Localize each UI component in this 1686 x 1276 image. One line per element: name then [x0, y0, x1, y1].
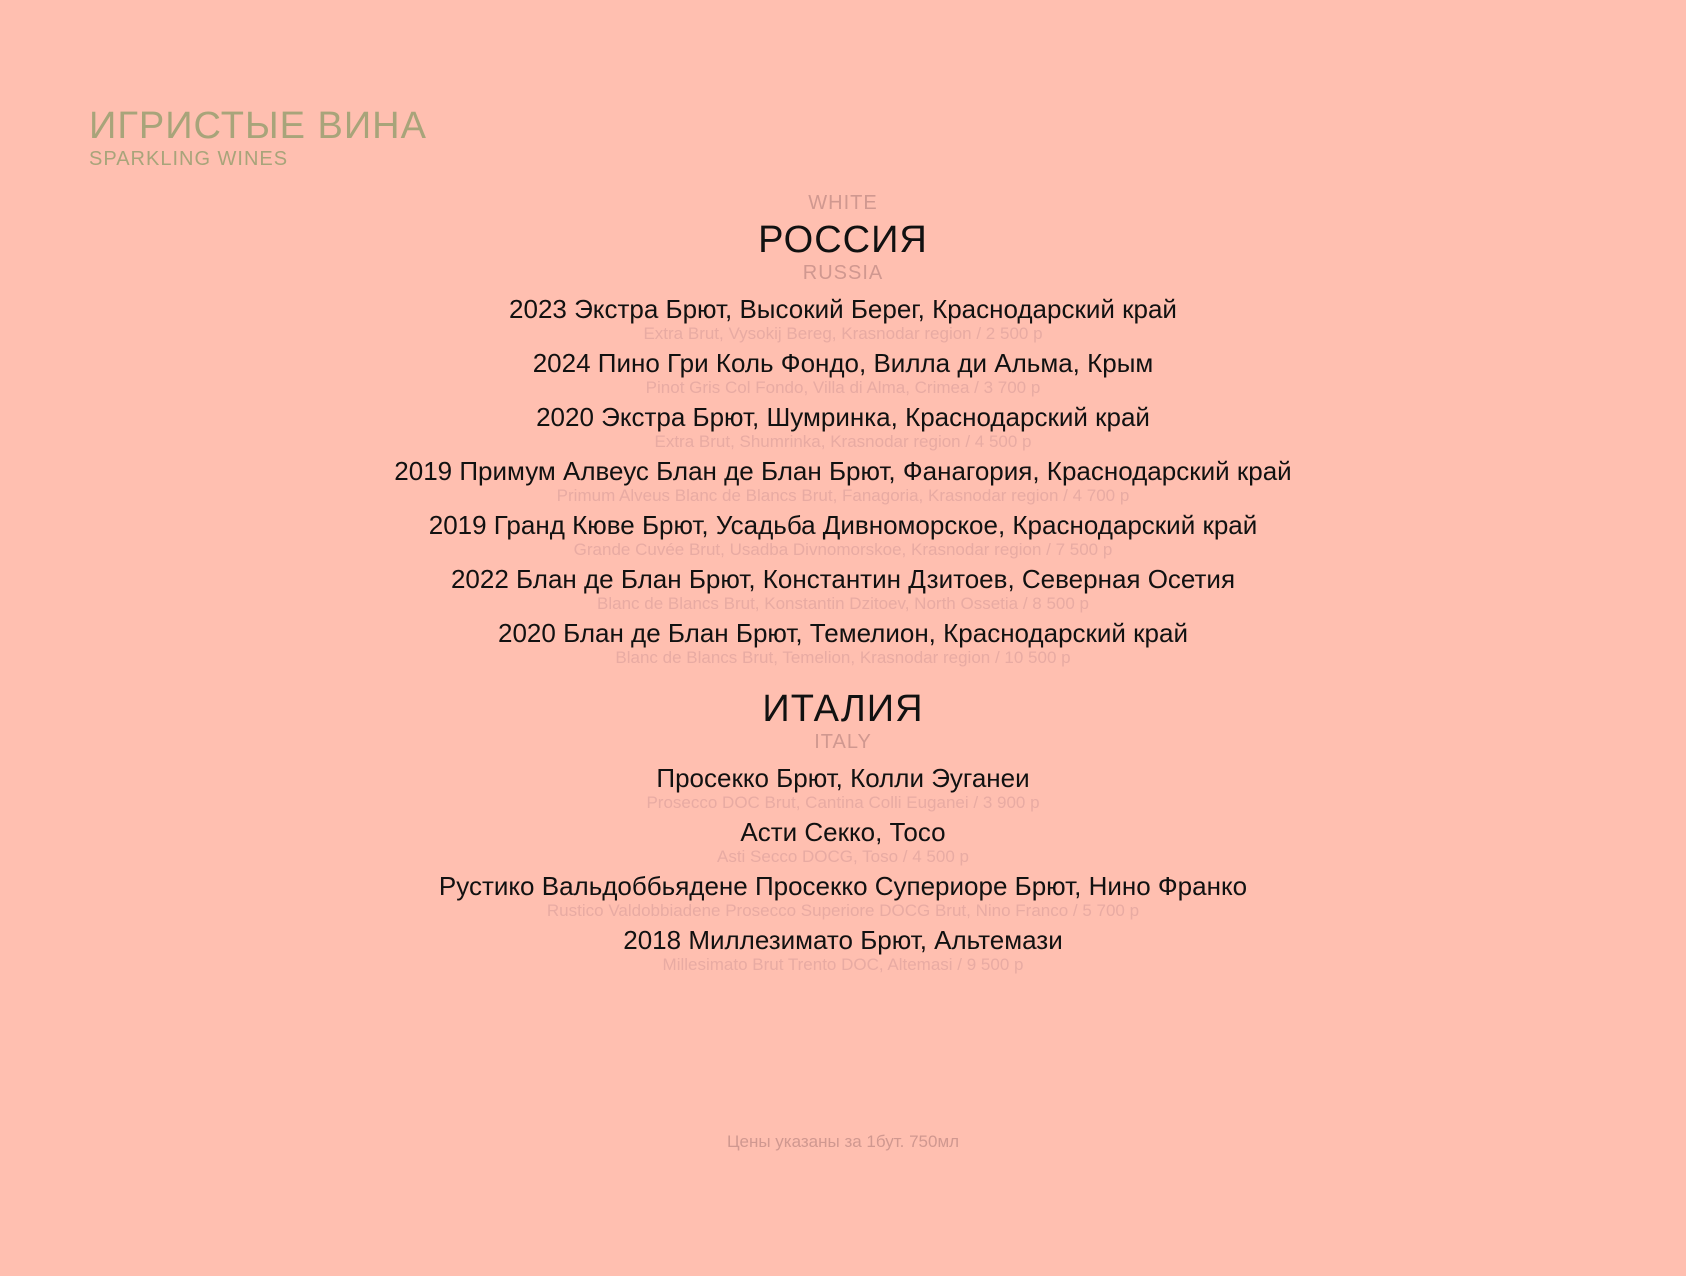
page-title: ИГРИСТЫЕ ВИНА [89, 105, 427, 147]
wine-item [0, 564, 1686, 613]
section-italy [0, 687, 1686, 974]
wine-details: Rustico Valdobbiadene Prosecco Superiore DOCG Brut, Nino Franco / 5 700 р [546, 901, 1140, 920]
wine-name: 2019 Примум Алвеус Блан де Блан Брют, Фанагория, Краснодарский край [394, 456, 1292, 486]
wine-item [0, 348, 1686, 397]
wine-item [0, 618, 1686, 667]
wine-menu [0, 190, 1686, 994]
wine-name: Просекко Брют, Колли Эуганеи [656, 763, 1030, 793]
country-title: РОССИЯ [758, 219, 928, 261]
wine-item [0, 871, 1686, 920]
wine-name: 2020 Экстра Брют, Шумринка, Краснодарский край [536, 402, 1150, 432]
wine-details: Millesimato Brut Trento DOC, Altemasi / 9 500 р [662, 955, 1024, 974]
wine-name: 2023 Экстра Брют, Высокий Берег, Краснодарский край [509, 294, 1177, 324]
wine-details: Prosecco DOC Brut, Cantina Colli Euganei / 3 900 р [646, 793, 1040, 812]
wine-name: 2022 Блан де Блан Брют, Константин Дзитоев, Северная Осетия [450, 564, 1236, 594]
wine-details: Pinot Gris Col Fondo, Villa di Alma, Crimea / 3 700 р [645, 378, 1041, 397]
country-subtitle: ITALY [814, 731, 872, 753]
wine-details: Extra Brut, Vysokij Bereg, Krasnodar region / 2 500 р [643, 324, 1043, 343]
wine-name: 2024 Пино Гри Коль Фондо, Вилла ди Альма, Крым [532, 348, 1154, 378]
wine-details: Blanc de Blancs Brut, Temelion, Krasnodar region / 10 500 р [615, 648, 1071, 667]
wine-details: Extra Brut, Shumrinka, Krasnodar region / 4 500 р [654, 432, 1032, 451]
wine-item [0, 763, 1686, 812]
wine-name: 2020 Блан де Блан Брют, Темелион, Краснодарский край [498, 618, 1188, 648]
wine-name: 2018 Миллезимато Брют, Альтемази [623, 925, 1063, 955]
price-note: Цены указаны за 1бут. 750мл [726, 1132, 960, 1151]
wine-details: Primum Alveus Blanc de Blancs Brut, Fanagoria, Krasnodar region / 4 700 р [556, 486, 1130, 505]
wine-name: Рустико Вальдоббьядене Просекко Супериоре Брют, Нино Франко [438, 871, 1248, 901]
page-header [89, 104, 427, 170]
wine-item [0, 817, 1686, 866]
wine-name: 2019 Гранд Кюве Брют, Усадьба Дивноморское, Краснодарский край [428, 510, 1258, 540]
wine-name: Асти Секко, Тосо [740, 817, 946, 847]
wine-item [0, 294, 1686, 343]
country-title: ИТАЛИЯ [762, 688, 924, 730]
wine-item [0, 925, 1686, 974]
wine-item [0, 456, 1686, 505]
country-subtitle: RUSSIA [802, 262, 884, 284]
section-russia [0, 218, 1686, 667]
wine-item [0, 510, 1686, 559]
page-subtitle: SPARKLING WINES [89, 148, 289, 170]
wine-details: Asti Secco DOCG, Toso / 4 500 р [717, 847, 969, 866]
wine-details: Grande Cuvée Brut, Usadba Divnomorskoe, Krasnodar region / 7 500 р [573, 540, 1113, 559]
category-label: WHITE [808, 192, 878, 214]
wine-item [0, 402, 1686, 451]
wine-details: Blanc de Blancs Brut, Konstantin Dzitoev, North Ossetia / 8 500 р [597, 594, 1089, 613]
